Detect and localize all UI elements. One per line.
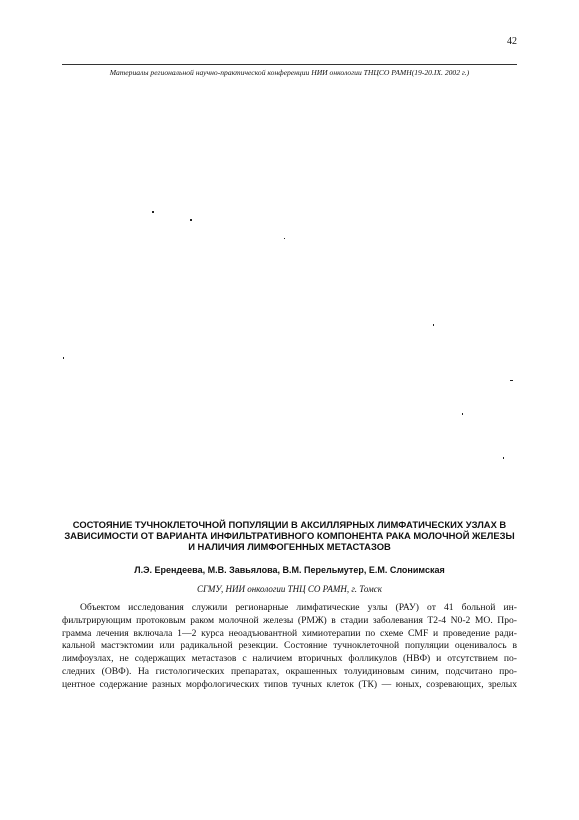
affiliation: СГМУ, НИИ онкологии ТНЦ СО РАМН, г. Томск (196, 584, 383, 594)
scan-speck (433, 324, 434, 326)
title-line: СОСТОЯНИЕ ТУЧНОКЛЕТОЧНОЙ ПОПУЛЯЦИИ В АКСИЛЛЯРНЫХ ЛИМФАТИЧЕСКИХ УЗЛАХ В (72, 519, 507, 530)
scan-speck (284, 238, 285, 239)
scan-speck (190, 219, 192, 221)
title-line: ЗАВИСИМОСТИ ОТ ВАРИАНТА ИНФИЛЬТРАТИВНОГО КОМПОНЕНТА РАКА МОЛОЧНОЙ ЖЕЛЕЗЫ (64, 530, 515, 541)
running-header: Материалы региональной научно-практической конференции НИИ онкологии ТНЦСО РАМН(19-20.IX. 2002 г.) (62, 64, 517, 77)
scan-speck (462, 413, 463, 415)
body-line: грамма лечения включала 1—2 курса неоадъювантной химиотерапии по схеме CMF и проведение ради- (62, 627, 517, 639)
body-text (62, 602, 517, 692)
scan-speck (503, 457, 504, 459)
body-line: следних (ОВФ). На гистологических препаратах, окрашенных толуидиновым синим, подсчитано про- (62, 665, 517, 677)
page-number: 42 (507, 36, 517, 47)
body-line: центное содержание разных морфологических типов тучных клеток (ТК) — юных, созревающих, зрелых (62, 678, 517, 690)
body-line: кальной мастэктомии или радикальной резекции. Состояние тучноклеточной популяции оценивалось в (62, 640, 517, 652)
body-line: Объектом исследования служили регионарные лимфатические узлы (РАУ) от 41 больной ин- (80, 602, 517, 613)
body-line: фильтрирующим протоковым раком молочной железы (РМЖ) в стадии заболевания Т2-4 N0-2 МО. Про- (62, 614, 517, 626)
title-line: И НАЛИЧИЯ ЛИМФОГЕННЫХ МЕТАСТАЗОВ (188, 541, 391, 552)
authors: Л.Э. Ерендеева, М.В. Завьялова, В.М. Перельмутер, Е.М. Слонимская (134, 565, 445, 575)
scan-speck (152, 211, 154, 213)
scan-speck (510, 380, 513, 381)
scan-speck (63, 357, 64, 359)
body-line: лимфоузлах, не содержащих метастазов с наличием вторичных фолликулов (НВФ) и отсутствием по- (62, 653, 517, 665)
article-title (62, 519, 517, 552)
